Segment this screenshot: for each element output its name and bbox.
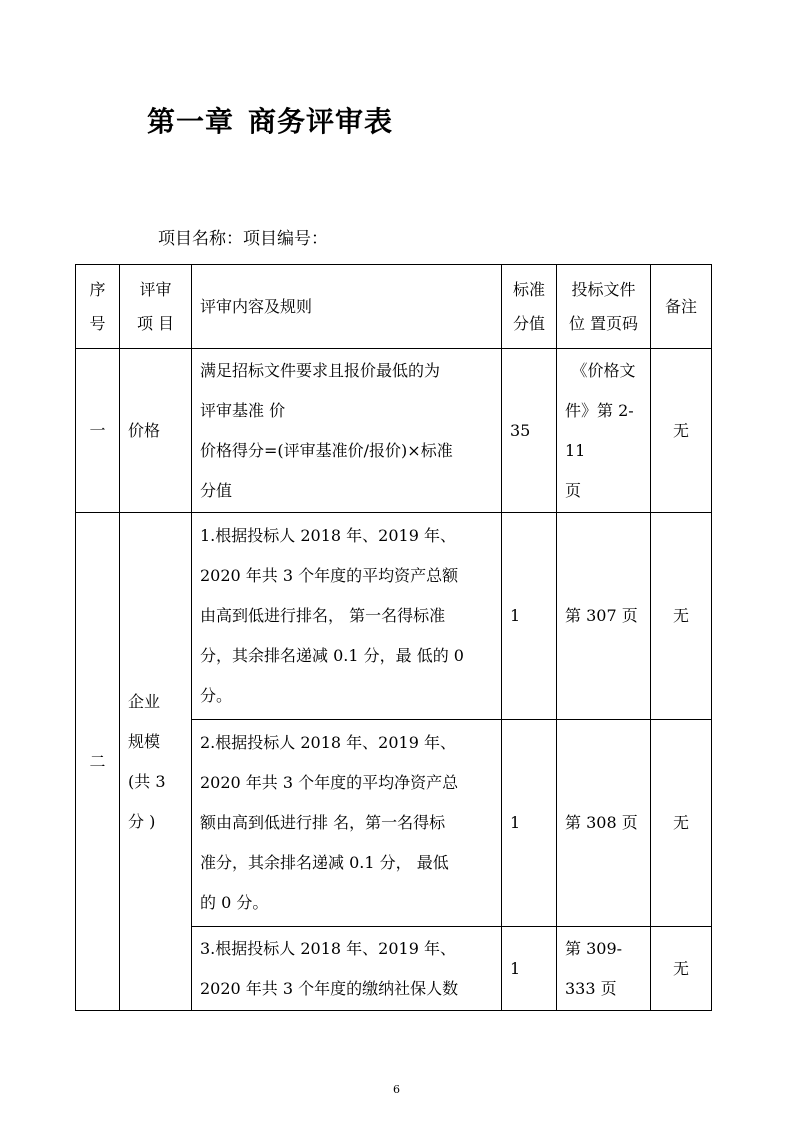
row-remark: 无 xyxy=(651,720,712,927)
row-content: 3.根据投标人 2018 年、2019 年、 2020 年共 3 个年度的缴纳社保人数 xyxy=(192,927,502,1011)
table-row xyxy=(76,349,712,513)
header-score: 标准 分值 xyxy=(502,265,557,349)
row-item: 价格 xyxy=(120,349,192,513)
header-item: 评审 项 目 xyxy=(120,265,192,349)
table-row xyxy=(76,513,712,720)
row-location: 第 307 页 xyxy=(557,513,651,720)
group-seq: 二 xyxy=(76,513,120,1011)
row-score: 1 xyxy=(502,927,557,1011)
table-header-row xyxy=(76,265,712,349)
row-score: 1 xyxy=(502,720,557,927)
header-content: 评审内容及规则 xyxy=(192,265,502,349)
header-remark: 备注 xyxy=(651,265,712,349)
row-remark: 无 xyxy=(651,927,712,1011)
chapter-label: 第一章 xyxy=(147,105,235,138)
row-location: 第 308 页 xyxy=(557,720,651,927)
business-evaluation-table xyxy=(75,264,712,1011)
row-location: 第 309- 333 页 xyxy=(557,927,651,1011)
row-remark: 无 xyxy=(651,349,712,513)
row-remark: 无 xyxy=(651,513,712,720)
row-content: 2.根据投标人 2018 年、2019 年、 2020 年共 3 个年度的平均净资产总 额由高到低进行排 名，第一名得标 准分，其余排名递减 0.1 分， 最低 的 0 分。 xyxy=(192,720,502,927)
row-score: 1 xyxy=(502,513,557,720)
chapter-name: 商务评审表 xyxy=(248,105,394,138)
row-content: 1.根据投标人 2018 年、2019 年、 2020 年共 3 个年度的平均资产总额 由高到低进行排名， 第一名得标准 分，其余排名递减 0.1 分，最 低的 0 分。 xyxy=(192,513,502,720)
row-content: 满足招标文件要求且报价最低的为 评审基准 价 价格得分=(评审基准价/报价)×标准 分值 xyxy=(192,349,502,513)
header-location: 投标文件 位 置页码 xyxy=(557,265,651,349)
row-location: 《价格文 件》第 2- 11 页 xyxy=(557,349,651,513)
row-score: 35 xyxy=(502,349,557,513)
page-title xyxy=(147,100,393,140)
page-number: 6 xyxy=(393,1083,400,1096)
header-seq: 序 号 xyxy=(76,265,120,349)
group-item: 企业 规模 (共 3 分 ) xyxy=(120,513,192,1011)
row-seq: 一 xyxy=(76,349,120,513)
project-info-line: 项目名称：项目编号： xyxy=(158,229,328,249)
